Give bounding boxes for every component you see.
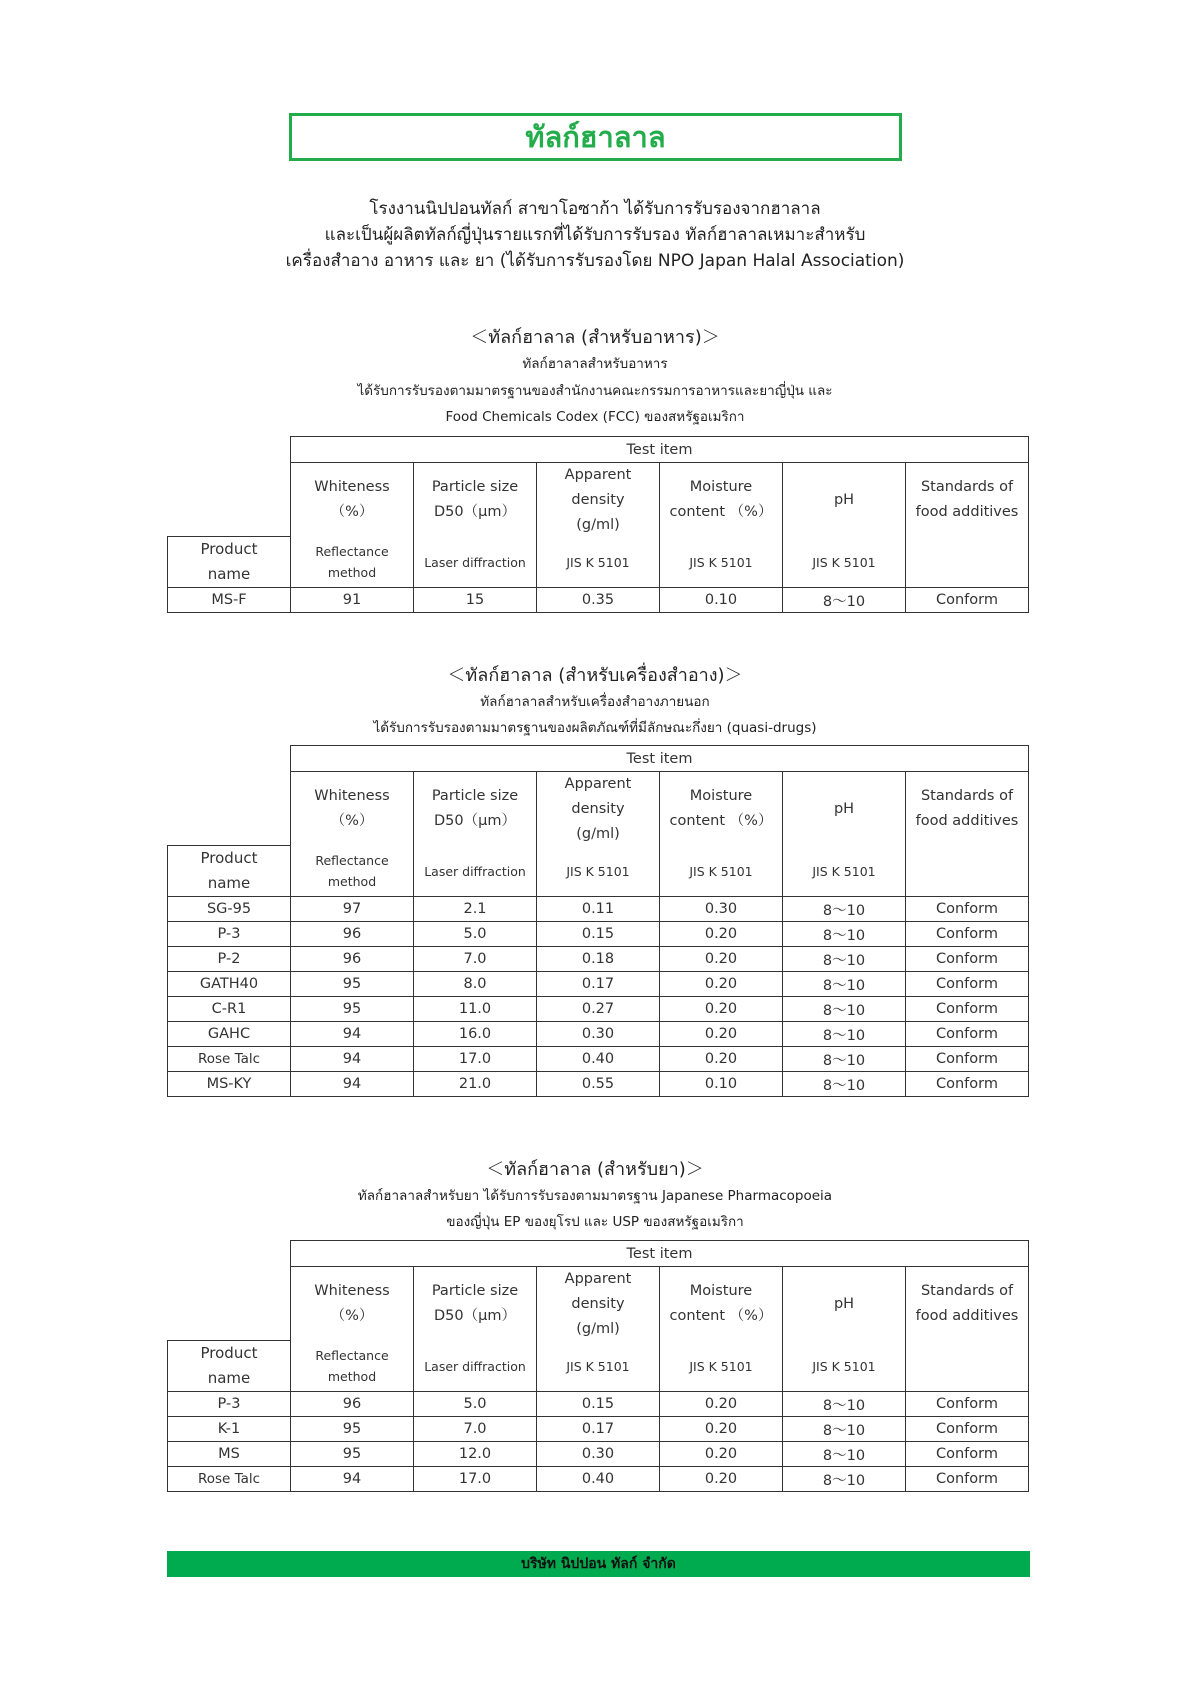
table-cell: 95: [291, 1417, 414, 1442]
method-line: Laser diffraction: [424, 554, 526, 570]
table-cell: 21.0: [414, 1072, 537, 1097]
table-cell: C-R1: [168, 997, 291, 1022]
apparent-density-header: [537, 463, 660, 588]
table-cell: Conform: [906, 997, 1029, 1022]
empty-corner: [168, 437, 291, 463]
particle-size-header: [414, 1267, 537, 1392]
section-subtitle: ทัลก์ฮาลาลสำหรับอาหาร: [522, 356, 668, 372]
header-line: food additives: [915, 504, 1019, 520]
method-line: method: [327, 1369, 377, 1384]
header-line: density: [571, 800, 625, 817]
section-subtitle: Food Chemicals Codex (FCC) ของสหรัฐอเมริกา: [445, 409, 745, 425]
table-row: [168, 897, 1029, 922]
method-line: JIS K 5101: [566, 1358, 630, 1374]
table-row: [168, 997, 1029, 1022]
header-line: Whiteness: [314, 479, 390, 495]
table-cell: 16.0: [414, 1022, 537, 1047]
particle-size-header: [414, 772, 537, 897]
empty-corner: [168, 1241, 291, 1267]
table-cell: MS-KY: [168, 1072, 291, 1097]
whiteness-header: [291, 463, 414, 588]
standards-header: [906, 463, 1029, 588]
table-row: [168, 972, 1029, 997]
table-cell: 17.0: [414, 1047, 537, 1072]
table-cell: 0.20: [660, 972, 783, 997]
table-cell: 5.0: [414, 1392, 537, 1417]
table-cell: Conform: [906, 1047, 1029, 1072]
table-cell: 0.20: [660, 1047, 783, 1072]
table-cell: 95: [291, 997, 414, 1022]
table-row: [168, 947, 1029, 972]
table-cell: 0.35: [537, 588, 660, 613]
table-cell: 0.30: [660, 897, 783, 922]
method-line: Reflectance: [315, 853, 389, 868]
table-cell: Conform: [906, 922, 1029, 947]
method-line: JIS K 5101: [689, 554, 753, 570]
table-cell: 0.40: [537, 1047, 660, 1072]
header-line: Apparent: [564, 1270, 632, 1287]
table-cell: GATH40: [168, 972, 291, 997]
table-cell: Conform: [906, 1442, 1029, 1467]
header-line: （%）: [330, 1308, 374, 1324]
method-line: JIS K 5101: [812, 1358, 876, 1374]
table-cell: 94: [291, 1022, 414, 1047]
header-line: Product: [200, 540, 258, 558]
table-row: [168, 1072, 1029, 1097]
intro-line: โรงงานนิปปอนทัลก์ สาขาโอซาก้า ได้รับการรับรองจากฮาลาล: [369, 199, 821, 219]
header-line: Apparent: [564, 466, 632, 483]
intro-text: [150, 196, 1040, 274]
product-name-header: [168, 537, 291, 588]
method-line: Reflectance: [315, 544, 389, 559]
table-cell: MS-F: [168, 588, 291, 613]
table-cell: GAHC: [168, 1022, 291, 1047]
header-line: pH: [833, 1295, 855, 1312]
spec-table: [167, 745, 1029, 1097]
table-cell: 94: [291, 1467, 414, 1492]
table-cell: 8～10: [783, 1392, 906, 1417]
empty-corner: [168, 463, 291, 537]
header-line: Standards of: [920, 1283, 1014, 1299]
method-line: JIS K 5101: [566, 863, 630, 879]
table-cell: SG-95: [168, 897, 291, 922]
header-line: D50（μm）: [434, 813, 516, 829]
table-cell: 96: [291, 947, 414, 972]
header-line: name: [207, 874, 251, 892]
table-cell: 0.20: [660, 1442, 783, 1467]
section-subtitle: ของญี่ปุ่น EP ของยุโรป และ USP ของสหรัฐอเมริกา: [446, 1214, 744, 1230]
table-row: [168, 588, 1029, 613]
method-line: Laser diffraction: [424, 1358, 526, 1374]
test-item-header: Test item: [291, 746, 1029, 772]
section-title: ＜ทัลก์ฮาลาล (สำหรับเครื่องสำอาง)＞: [447, 665, 743, 686]
table-cell: Conform: [906, 1022, 1029, 1047]
table-cell: MS: [168, 1442, 291, 1467]
header-line: pH: [833, 800, 855, 817]
table-cell: 0.30: [537, 1442, 660, 1467]
method-line: JIS K 5101: [689, 1358, 753, 1374]
table-cell: 0.55: [537, 1072, 660, 1097]
header-line: （%）: [330, 504, 374, 520]
table-cell: 8～10: [783, 1022, 906, 1047]
table-cell: P-3: [168, 1392, 291, 1417]
section-subtitle: ทัลก์ฮาลาลสำหรับยา ได้รับการรับรองตามมาตรฐาน Japanese Pharmacopoeia: [357, 1188, 833, 1204]
header-line: Product: [200, 849, 258, 867]
table-row: [168, 1022, 1029, 1047]
table-cell: 12.0: [414, 1442, 537, 1467]
table-cell: 94: [291, 1072, 414, 1097]
table-cell: 0.15: [537, 1392, 660, 1417]
header-line: Apparent: [564, 775, 632, 792]
company-footer: [167, 1551, 1030, 1577]
table-cell: 0.17: [537, 1417, 660, 1442]
table-cell: P-2: [168, 947, 291, 972]
method-line: Reflectance: [315, 1348, 389, 1363]
table-row: [168, 1392, 1029, 1417]
moisture-header: [660, 463, 783, 588]
table-cell: Conform: [906, 1392, 1029, 1417]
spec-table: [167, 1240, 1029, 1492]
table-cell: 15: [414, 588, 537, 613]
table-cell: 8～10: [783, 922, 906, 947]
standards-header: [906, 772, 1029, 897]
empty-corner: [168, 746, 291, 772]
table-cell: 0.10: [660, 1072, 783, 1097]
table-cell: 0.11: [537, 897, 660, 922]
intro-line: และเป็นผู้ผลิตทัลก์ญี่ปุ่นรายแรกที่ได้รับการรับรอง ทัลก์ฮาลาลเหมาะสำหรับ: [324, 225, 866, 245]
table-cell: 7.0: [414, 947, 537, 972]
table-cell: 8～10: [783, 897, 906, 922]
method-line: JIS K 5101: [812, 863, 876, 879]
header-line: food additives: [915, 1308, 1019, 1324]
header-line: （%）: [330, 813, 374, 829]
table-cell: 0.10: [660, 588, 783, 613]
table-cell: 0.15: [537, 922, 660, 947]
table-cell: Conform: [906, 588, 1029, 613]
table-cell: 0.27: [537, 997, 660, 1022]
header-line: D50（μm）: [434, 504, 516, 520]
empty-corner: [168, 1267, 291, 1341]
table-cell: 8～10: [783, 1072, 906, 1097]
header-line: Whiteness: [314, 788, 390, 804]
table-cell: 8～10: [783, 1467, 906, 1492]
table-row: [168, 922, 1029, 947]
ph-header: [783, 1267, 906, 1392]
table-cell: 8～10: [783, 588, 906, 613]
table-cell: 95: [291, 972, 414, 997]
table-cell: 0.20: [660, 997, 783, 1022]
table-row: [168, 1442, 1029, 1467]
test-item-header: Test item: [291, 1241, 1029, 1267]
ph-header: [783, 463, 906, 588]
method-line: JIS K 5101: [566, 554, 630, 570]
table-row: [168, 1047, 1029, 1072]
header-line: name: [207, 565, 251, 583]
table-cell: 2.1: [414, 897, 537, 922]
apparent-density-header: [537, 772, 660, 897]
table-cell: Rose Talc: [168, 1047, 291, 1072]
table-cell: 0.20: [660, 1392, 783, 1417]
product-name-header: [168, 846, 291, 897]
method-line: method: [327, 874, 377, 889]
table-row: [168, 1467, 1029, 1492]
table-cell: Conform: [906, 947, 1029, 972]
table-cell: 8～10: [783, 1047, 906, 1072]
table-cell: 5.0: [414, 922, 537, 947]
header-line: content （%）: [669, 1308, 773, 1324]
empty-corner: [168, 772, 291, 846]
table-cell: 91: [291, 588, 414, 613]
header-line: name: [207, 1369, 251, 1387]
moisture-header: [660, 1267, 783, 1392]
table-cell: 17.0: [414, 1467, 537, 1492]
section-title: ＜ทัลก์ฮาลาล (สำหรับยา)＞: [486, 1159, 704, 1180]
moisture-header: [660, 772, 783, 897]
table-cell: 0.17: [537, 972, 660, 997]
ph-header: [783, 772, 906, 897]
table-cell: 95: [291, 1442, 414, 1467]
table-row: [168, 1417, 1029, 1442]
header-line: food additives: [915, 813, 1019, 829]
header-line: (g/ml): [576, 516, 620, 533]
header-line: Moisture: [689, 788, 753, 804]
page-title: ทัลก์ฮาลาล: [525, 120, 666, 154]
table-cell: 0.20: [660, 922, 783, 947]
table-cell: 96: [291, 922, 414, 947]
header-line: content （%）: [669, 504, 773, 520]
page-title-box: [289, 113, 902, 161]
header-line: content （%）: [669, 813, 773, 829]
header-line: density: [571, 491, 625, 508]
table-cell: 8～10: [783, 997, 906, 1022]
table-cell: 0.18: [537, 947, 660, 972]
table-cell: 8～10: [783, 947, 906, 972]
header-line: Particle size: [431, 479, 519, 495]
table-cell: 8.0: [414, 972, 537, 997]
spec-table: [167, 436, 1029, 613]
table-cell: 0.30: [537, 1022, 660, 1047]
product-name-header: [168, 1341, 291, 1392]
section-subtitle: ได้รับการรับรองตามมาตรฐานของสำนักงานคณะกรรมการอาหารและยาญี่ปุ่น และ: [357, 383, 833, 399]
header-line: density: [571, 1295, 625, 1312]
intro-line: เครื่องสำอาง อาหาร และ ยา (ได้รับการรับรองโดย NPO Japan Halal Association): [285, 251, 905, 271]
section-subtitle: ได้รับการรับรองตามมาตรฐานของผลิตภัณฑ์ที่มีลักษณะกึ่งยา (quasi-drugs): [373, 720, 817, 736]
table-cell: K-1: [168, 1417, 291, 1442]
header-line: Moisture: [689, 479, 753, 495]
table-cell: 0.20: [660, 1467, 783, 1492]
table-cell: 97: [291, 897, 414, 922]
company-name: บริษัท นิปปอน ทัลก์ จำกัด: [521, 1556, 676, 1572]
table-cell: 0.20: [660, 947, 783, 972]
section-subtitle: ทัลก์ฮาลาลสำหรับเครื่องสำอางภายนอก: [480, 694, 710, 710]
header-line: Particle size: [431, 788, 519, 804]
standards-header: [906, 1267, 1029, 1392]
particle-size-header: [414, 463, 537, 588]
whiteness-header: [291, 1267, 414, 1392]
table-cell: 8～10: [783, 972, 906, 997]
table-cell: Conform: [906, 1467, 1029, 1492]
table-cell: P-3: [168, 922, 291, 947]
header-line: Whiteness: [314, 1283, 390, 1299]
apparent-density-header: [537, 1267, 660, 1392]
method-line: JIS K 5101: [812, 554, 876, 570]
section-title: ＜ทัลก์ฮาลาล (สำหรับอาหาร)＞: [470, 327, 720, 348]
header-line: Particle size: [431, 1283, 519, 1299]
method-line: Laser diffraction: [424, 863, 526, 879]
table-cell: Conform: [906, 897, 1029, 922]
table-cell: Conform: [906, 1417, 1029, 1442]
table-cell: Rose Talc: [168, 1467, 291, 1492]
whiteness-header: [291, 772, 414, 897]
method-line: JIS K 5101: [689, 863, 753, 879]
header-line: Standards of: [920, 788, 1014, 804]
header-line: pH: [833, 491, 855, 508]
table-cell: Conform: [906, 1072, 1029, 1097]
test-item-header: Test item: [291, 437, 1029, 463]
table-cell: Conform: [906, 972, 1029, 997]
table-cell: 0.20: [660, 1022, 783, 1047]
header-line: Product: [200, 1344, 258, 1362]
header-line: Standards of: [920, 479, 1014, 495]
header-line: Moisture: [689, 1283, 753, 1299]
header-line: (g/ml): [576, 825, 620, 842]
table-cell: 0.20: [660, 1417, 783, 1442]
table-cell: 8～10: [783, 1417, 906, 1442]
table-cell: 96: [291, 1392, 414, 1417]
table-cell: 11.0: [414, 997, 537, 1022]
header-line: (g/ml): [576, 1320, 620, 1337]
table-cell: 0.40: [537, 1467, 660, 1492]
table-cell: 8～10: [783, 1442, 906, 1467]
table-cell: 94: [291, 1047, 414, 1072]
header-line: D50（μm）: [434, 1308, 516, 1324]
table-cell: 7.0: [414, 1417, 537, 1442]
method-line: method: [327, 565, 377, 580]
